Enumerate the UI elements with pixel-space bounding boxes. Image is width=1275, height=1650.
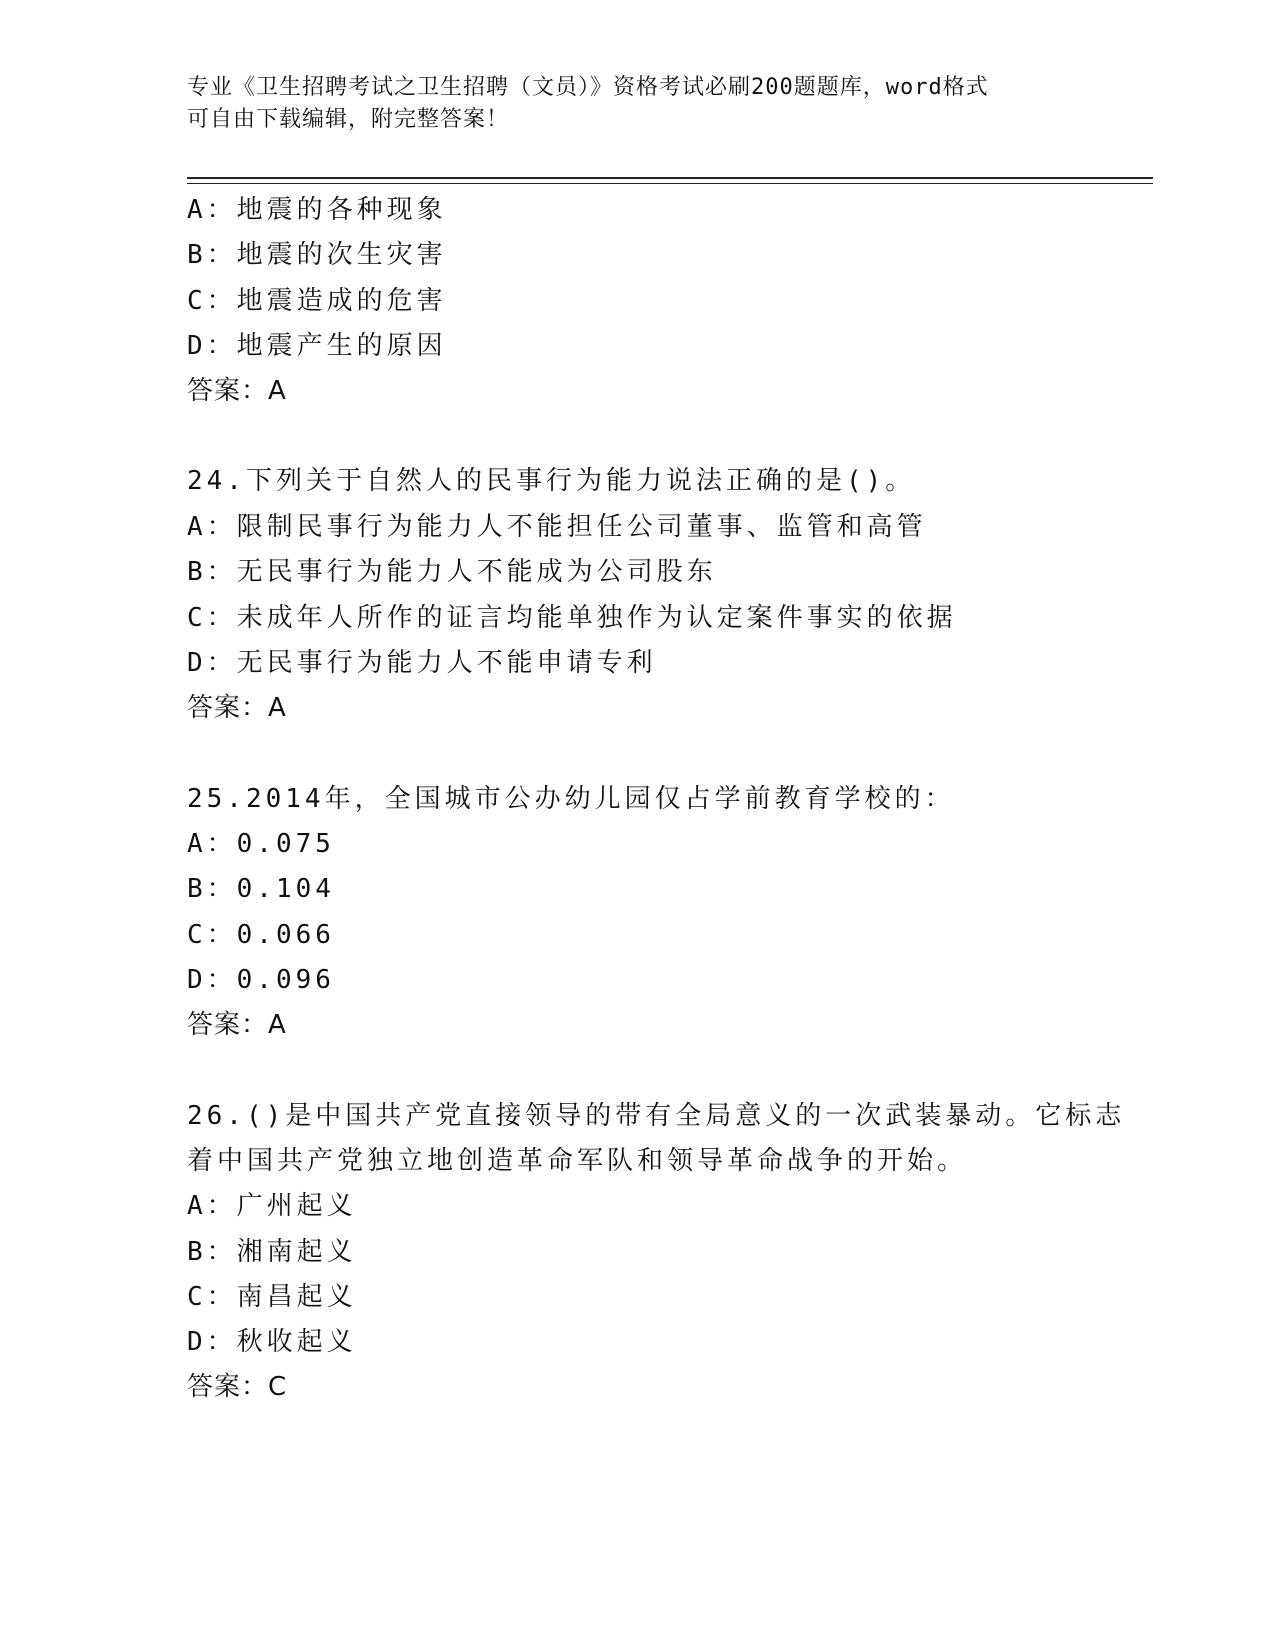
option-a: A：限制民事行为能力人不能担任公司董事、监管和高管: [187, 512, 927, 542]
option-c: C：南昌起义: [187, 1282, 357, 1312]
option-b: B：地震的次生灾害: [187, 240, 447, 270]
option-d: D：地震产生的原因: [187, 331, 447, 361]
answer-line: 答案：C: [187, 1372, 288, 1402]
answer-line: 答案：A: [187, 693, 287, 723]
option-a: A：0.075: [187, 829, 335, 859]
option-c: C：地震造成的危害: [187, 286, 447, 316]
question-stem: 24.下列关于自然人的民事行为能力说法正确的是()。: [187, 466, 916, 496]
header-line-1: 专业《卫生招聘考试之卫生招聘（文员）》资格考试必刷200题题库，word格式: [187, 75, 989, 100]
question-stem-continued: 着中国共产党独立地创造革命军队和领导革命战争的开始。: [187, 1146, 968, 1176]
question-stem: 25.2014年，全国城市公办幼儿园仅占学前教育学校的：: [187, 784, 955, 814]
header-divider-thick: [187, 177, 1153, 179]
header-divider-thin: [187, 183, 1153, 184]
option-b: B：0.104: [187, 874, 335, 904]
option-a: A：地震的各种现象: [187, 195, 447, 225]
answer-line: 答案：A: [187, 1010, 287, 1040]
answer-line: 答案：A: [187, 376, 287, 406]
option-c: C：未成年人所作的证言均能单独作为认定案件事实的依据: [187, 603, 957, 633]
header-line-2: 可自由下载编辑，附完整答案！: [187, 107, 510, 132]
option-d: D：0.096: [187, 965, 335, 995]
option-b: B：无民事行为能力人不能成为公司股东: [187, 557, 717, 587]
option-c: C：0.066: [187, 920, 335, 950]
option-b: B：湘南起义: [187, 1237, 357, 1267]
option-d: D：无民事行为能力人不能申请专利: [187, 648, 657, 678]
option-d: D：秋收起义: [187, 1327, 357, 1357]
document-header: [187, 72, 1087, 136]
question-stem: 26.()是中国共产党直接领导的带有全局意义的一次武装暴动。它标志: [187, 1101, 1126, 1131]
option-a: A：广州起义: [187, 1191, 357, 1221]
